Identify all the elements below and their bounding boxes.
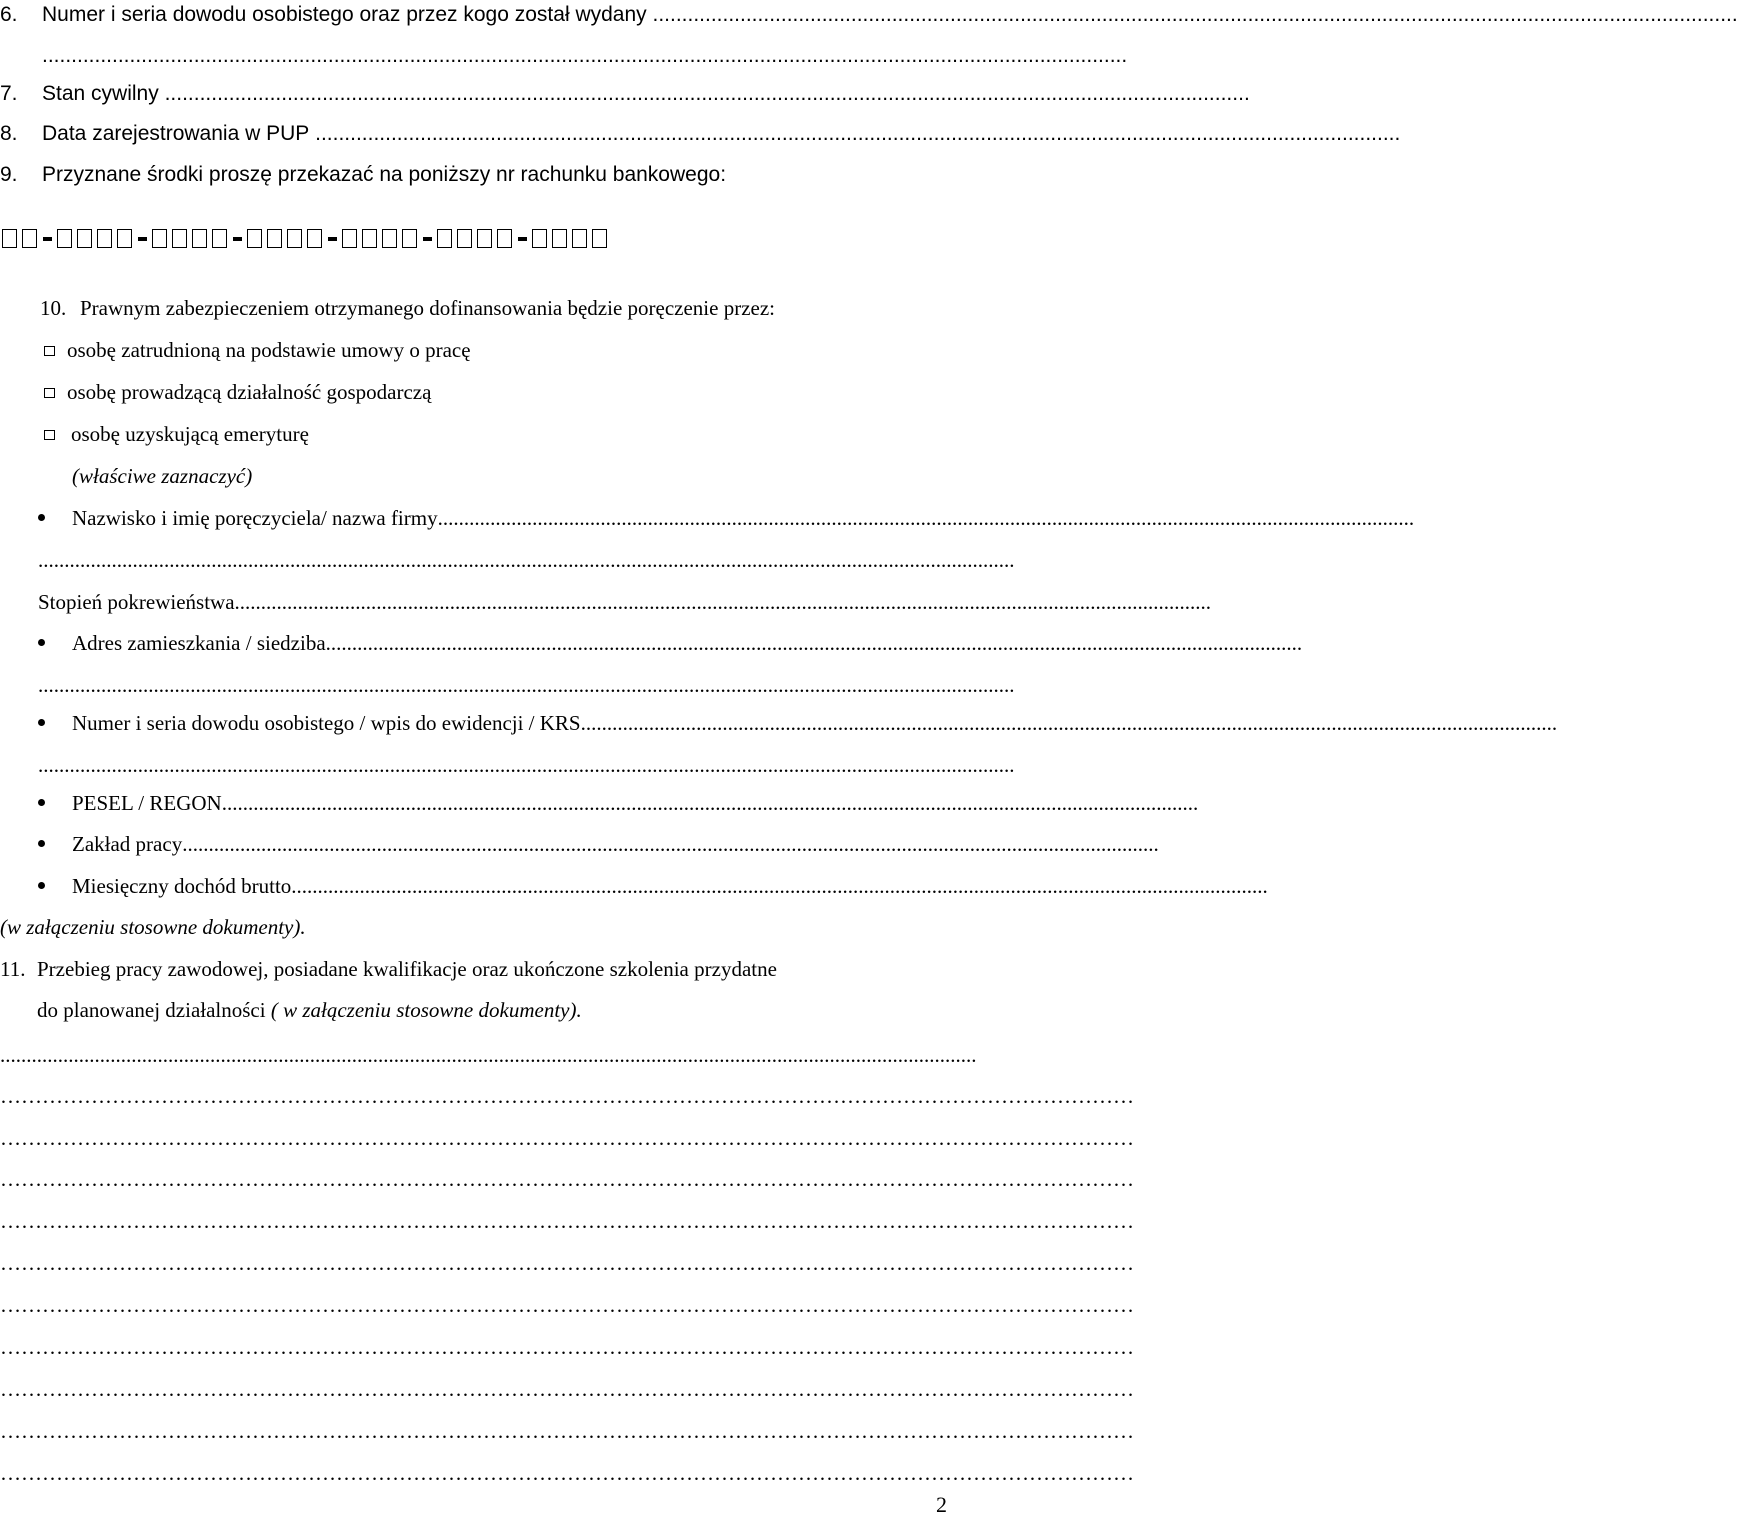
item-8-fill[interactable]: .......................................................................................................................................................................................... — [315, 122, 1401, 145]
options-note: (właściwe zaznaczyć) — [72, 464, 253, 488]
guarantor-name-continuation-dots: .......................................................................................................................................................................................... — [38, 548, 1015, 572]
guarantor-id-label: Numer i seria dowodu osobistego / wpis do ewidencji / KRS — [72, 711, 581, 735]
item-11-note: ( w załączeniu stosowne dokumenty). — [270, 998, 582, 1022]
item-7-label: Stan cywilny — [42, 82, 159, 105]
item-6-continuation[interactable] — [42, 43, 1128, 69]
guarantor-address-label: Adres zamieszkania / siedziba — [72, 631, 326, 655]
account-digit-box[interactable] — [172, 229, 187, 248]
answer-line-ellipsis: ……………………………………………………………………………………………………………………………………………… — [0, 1293, 1134, 1317]
account-digit-box[interactable] — [307, 229, 322, 248]
account-separator-dash — [518, 237, 527, 241]
account-digit-box[interactable] — [57, 229, 72, 248]
guarantor-address-line — [72, 630, 1303, 656]
account-digit-box[interactable] — [532, 229, 547, 248]
item-7-number: 7. — [0, 82, 18, 105]
item-8-line — [0, 121, 1401, 147]
answer-line[interactable] — [0, 1292, 1134, 1318]
option-pension-label: osobę uzyskującą emeryturę — [71, 422, 309, 446]
answer-line-ellipsis: ……………………………………………………………………………………………………………………………………………… — [0, 1461, 1134, 1485]
item-10-label: Prawnym zabezpieczeniem otrzymanego dofinansowania będzie poręczenie przez: — [80, 296, 775, 320]
answer-line-ellipsis: ……………………………………………………………………………………………………………………………………………… — [0, 1377, 1134, 1401]
account-separator-dash — [423, 237, 432, 241]
answer-line-dotted-dots: .......................................................................................................................................................................................... — [0, 1043, 977, 1067]
guarantor-id-fill[interactable]: .......................................................................................................................................................................................... — [580, 711, 1558, 735]
answer-line[interactable] — [0, 1166, 1134, 1192]
guarantor-workplace-label: Zakład pracy — [72, 832, 183, 856]
item-7-fill[interactable]: .......................................................................................................................................................................................... — [164, 82, 1250, 105]
answer-line-ellipsis: ……………………………………………………………………………………………………………………………………………… — [0, 1126, 1134, 1150]
answer-line[interactable] — [0, 1083, 1134, 1109]
account-separator-dash — [138, 237, 147, 241]
account-digit-box[interactable] — [402, 229, 417, 248]
guarantor-workplace-fill[interactable]: .......................................................................................................................................................................................... — [182, 832, 1159, 856]
account-digit-box[interactable] — [97, 229, 112, 248]
checkbox-icon[interactable] — [44, 346, 55, 356]
option-business[interactable] — [44, 379, 431, 405]
account-digit-box[interactable] — [552, 229, 567, 248]
account-separator-dash — [43, 237, 52, 241]
attachments-note: (w załączeniu stosowne dokumenty). — [0, 915, 306, 939]
account-digit-box[interactable] — [22, 229, 37, 248]
account-digit-box[interactable] — [267, 229, 282, 248]
guarantor-income-fill[interactable]: .......................................................................................................................................................................................... — [291, 874, 1268, 898]
guarantor-address-continuation-dots: .......................................................................................................................................................................................... — [38, 673, 1015, 697]
bullet-icon — [38, 882, 45, 889]
account-separator-dash — [328, 237, 337, 241]
account-separator-dash — [233, 237, 242, 241]
guarantor-pesel-label: PESEL / REGON — [72, 791, 222, 815]
account-digit-box[interactable] — [572, 229, 587, 248]
account-digit-box[interactable] — [117, 229, 132, 248]
answer-line[interactable] — [0, 1125, 1134, 1151]
bullet-icon — [38, 639, 45, 646]
account-digit-box[interactable] — [342, 229, 357, 248]
guarantor-relation-line — [38, 589, 1212, 615]
account-digit-box[interactable] — [477, 229, 492, 248]
answer-line-ellipsis: ……………………………………………………………………………………………………………………………………………… — [0, 1209, 1134, 1233]
account-digit-box[interactable] — [362, 229, 377, 248]
guarantor-address-fill[interactable]: .......................................................................................................................................................................................... — [325, 631, 1303, 655]
bullet-icon — [38, 799, 45, 806]
account-digit-box[interactable] — [437, 229, 452, 248]
option-business-label: osobę prowadzącą działalność gospodarczą — [67, 380, 432, 404]
account-digit-box[interactable] — [212, 229, 227, 248]
answer-line[interactable] — [0, 1208, 1134, 1234]
answer-line[interactable] — [0, 1250, 1134, 1276]
answer-line-ellipsis: ……………………………………………………………………………………………………………………………………………… — [0, 1419, 1134, 1443]
account-digit-box[interactable] — [192, 229, 207, 248]
guarantor-pesel-line — [72, 790, 1199, 816]
item-11-line-2 — [37, 997, 582, 1023]
guarantor-relation-label: Stopień pokrewieństwa — [38, 590, 235, 614]
item-8-label: Data zarejestrowania w PUP — [42, 122, 310, 145]
bullet-icon — [38, 514, 45, 521]
guarantor-id-continuation-dots: .......................................................................................................................................................................................... — [38, 753, 1015, 777]
account-digit-box[interactable] — [247, 229, 262, 248]
guarantor-income-line — [72, 873, 1268, 899]
item-6-continuation-dots: .......................................................................................................................................................................................... — [42, 44, 1128, 67]
item-10-number: 10. — [40, 296, 67, 320]
guarantor-address-continuation[interactable] — [38, 672, 1015, 698]
guarantor-name-line — [72, 505, 1415, 531]
guarantor-name-label: Nazwisko i imię poręczyciela/ nazwa firmy — [72, 506, 438, 530]
answer-line-dotted[interactable] — [0, 1042, 977, 1068]
item-11-line — [0, 956, 777, 982]
item-9-label: Przyznane środki proszę przekazać na poniższy nr rachunku bankowego: — [42, 163, 727, 186]
bullet-icon — [38, 840, 45, 847]
guarantor-name-continuation[interactable] — [38, 547, 1015, 573]
account-digit-box[interactable] — [457, 229, 472, 248]
account-digit-box[interactable] — [382, 229, 397, 248]
guarantor-income-label: Miesięczny dochód brutto — [72, 874, 292, 898]
account-digit-box[interactable] — [77, 229, 92, 248]
account-digit-box[interactable] — [152, 229, 167, 248]
account-digit-box[interactable] — [592, 229, 607, 248]
item-11-label: Przebieg pracy zawodowej, posiadane kwalifikacje oraz ukończone szkolenia przydatne — [37, 957, 777, 981]
option-employed-label: osobę zatrudnioną na podstawie umowy o pracę — [67, 338, 471, 362]
answer-line-ellipsis: ……………………………………………………………………………………………………………………………………………… — [0, 1084, 1134, 1108]
checkbox-icon[interactable] — [44, 388, 55, 398]
account-digit-box[interactable] — [2, 229, 17, 248]
page-number: 2 — [936, 1492, 947, 1517]
item-8-number: 8. — [0, 122, 18, 145]
item-9-line — [0, 162, 726, 188]
option-employed[interactable] — [44, 337, 471, 363]
guarantor-relation-fill[interactable]: .......................................................................................................................................................................................... — [234, 590, 1212, 614]
bank-account-boxes[interactable] — [0, 225, 960, 255]
guarantor-id-continuation[interactable] — [38, 752, 1015, 778]
item-10-line — [40, 295, 775, 321]
item-11-label-2: do planowanej działalności — [37, 998, 266, 1022]
checkbox-icon[interactable] — [44, 430, 55, 440]
answer-line-ellipsis: ……………………………………………………………………………………………………………………………………………… — [0, 1251, 1134, 1275]
answer-line[interactable] — [0, 1418, 1134, 1444]
item-6-label: Numer i seria dowodu osobistego oraz przez kogo został wydany — [42, 3, 647, 26]
answer-line-ellipsis: ……………………………………………………………………………………………………………………………………………… — [0, 1167, 1134, 1191]
answer-line[interactable] — [0, 1376, 1134, 1402]
answer-line[interactable] — [0, 1460, 1134, 1486]
account-digit-box[interactable] — [497, 229, 512, 248]
guarantor-name-fill[interactable]: .......................................................................................................................................................................................... — [437, 506, 1415, 530]
item-9-number: 9. — [0, 163, 18, 186]
guarantor-id-line — [72, 710, 1558, 736]
answer-line-ellipsis: ……………………………………………………………………………………………………………………………………………… — [0, 1335, 1134, 1359]
guarantor-workplace-line — [72, 831, 1159, 857]
item-7-line — [0, 81, 1250, 107]
bullet-icon — [38, 719, 45, 726]
guarantor-pesel-fill[interactable]: .......................................................................................................................................................................................... — [221, 791, 1199, 815]
item-6-fill[interactable]: .......................................................................................................................................................................................... — [652, 3, 1738, 26]
answer-line[interactable] — [0, 1334, 1134, 1360]
item-6-number: 6. — [0, 3, 18, 26]
item-6-line — [0, 2, 1738, 28]
item-11-number: 11. — [0, 957, 26, 981]
account-digit-box[interactable] — [287, 229, 302, 248]
option-pension[interactable] — [44, 421, 309, 447]
